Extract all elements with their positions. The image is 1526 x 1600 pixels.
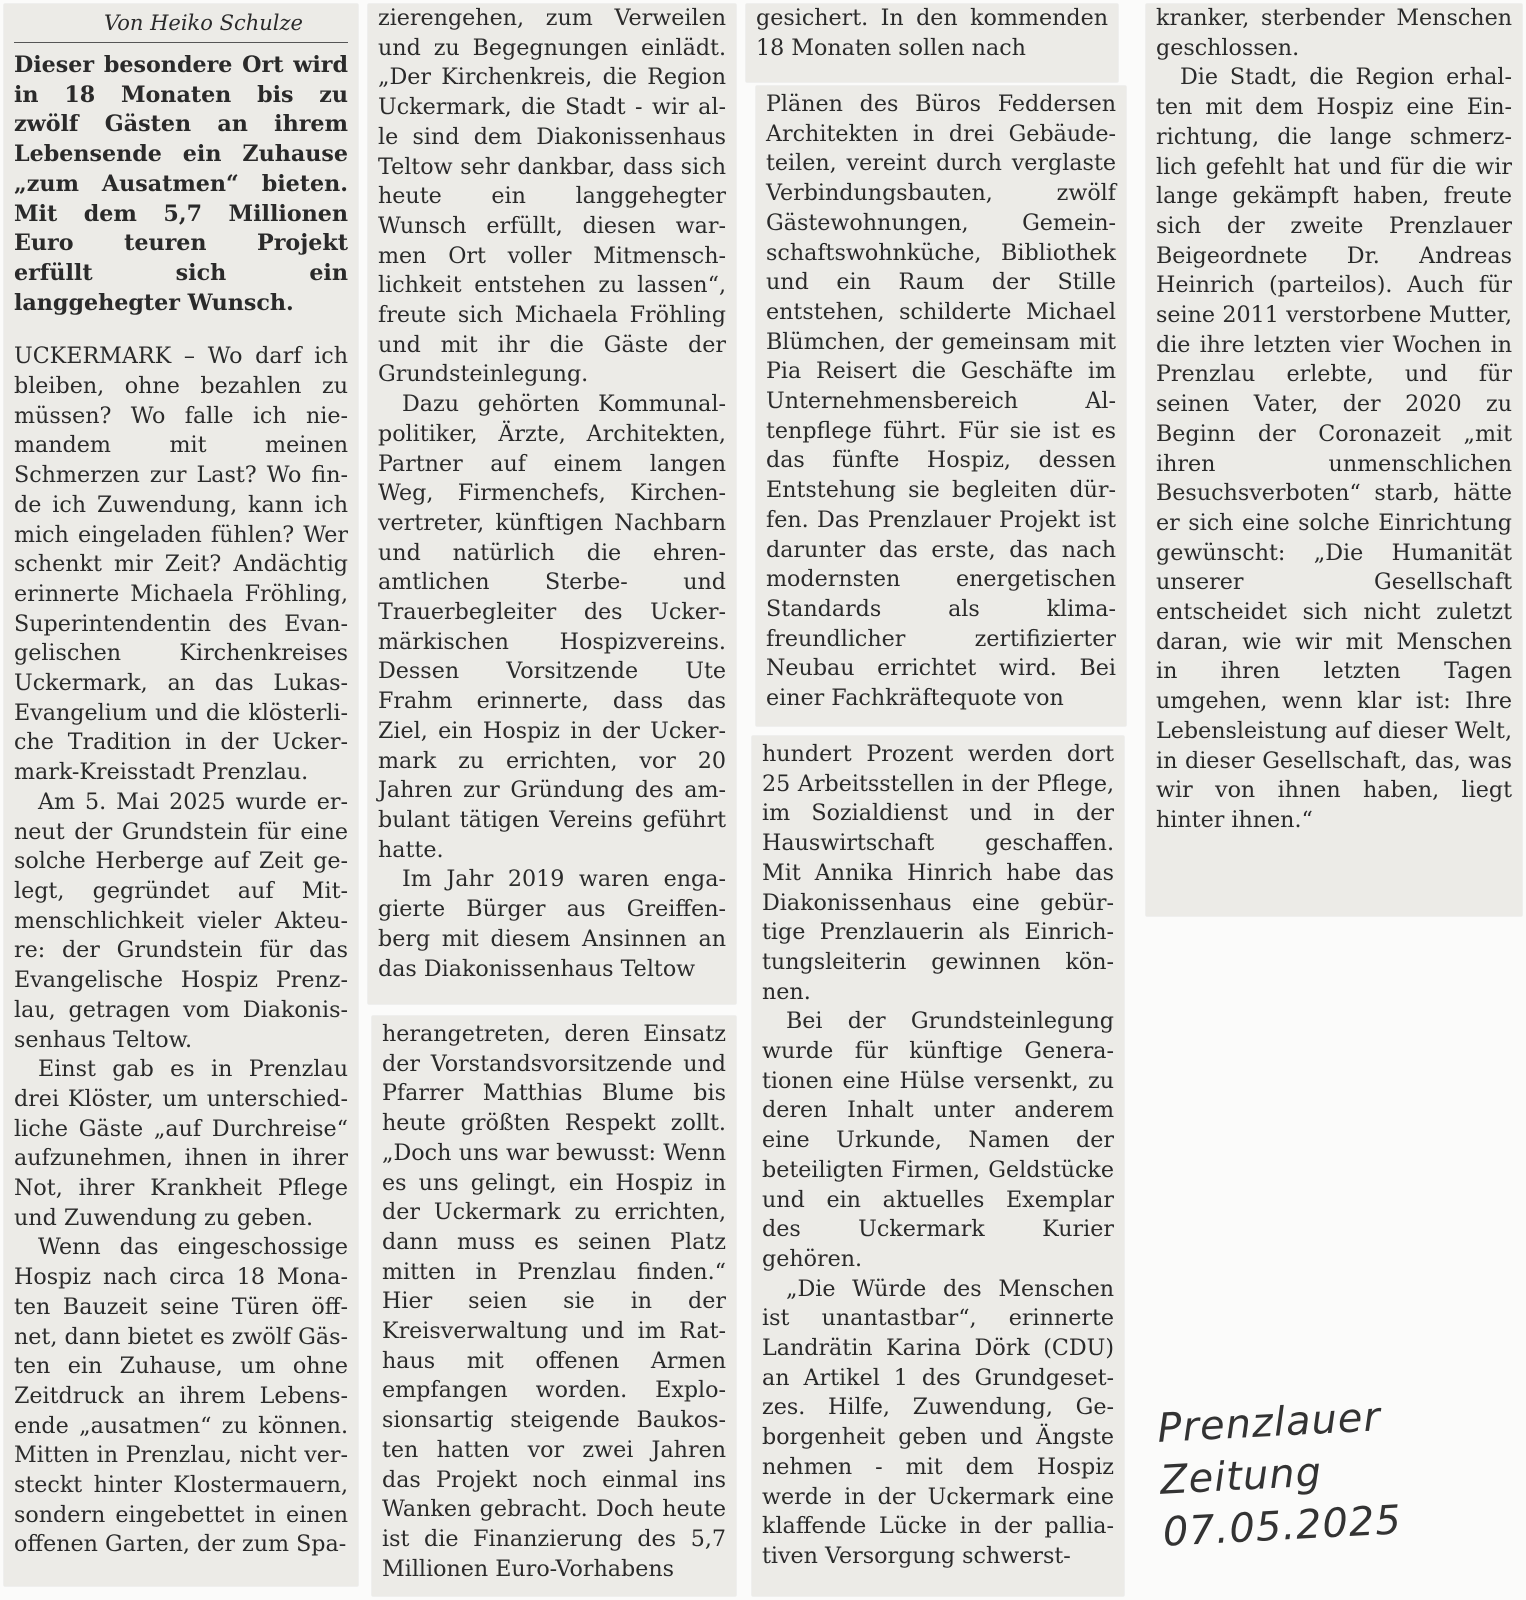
lead-paragraph: Dieser besondere Ort wird in 18 Monaten bis zu zwölf Gästen an ihrem Lebensende ein Zuhause „zum Ausatmen“ bieten. Mit dem 5,7 Millionen Euro teuren Projekt erfüllt sich ein langgehegter Wunsch. <box>14 52 348 316</box>
clipping-column-3-bottom <box>752 736 1124 1596</box>
byline: Von Heiko Schulze <box>14 4 348 43</box>
paragraph: „Die Würde des Menschen ist unantastbar“, erinnerte Landrätin Karina Dörk (CDU) an Artikel 1 des Grundgesetzes. Hilfe, Zuwendung, Geborgenheit geben und Ängste nehmen - mit dem Hospiz werde in der Uckermark eine klaffende Lücke in der palliativen Versorgung schwerst- <box>762 1275 1114 1569</box>
paragraph: herangetreten, deren Einsatz der Vorstandsvorsitzende und Pfarrer Matthias Blume bis heute größten Respekt zollt. „Doch uns war bewusst: Wenn es uns gelingt, ein Hospiz in der Uckermark zu errichten, dann muss es seinen Platz mitten in Prenzlau finden.“ Hier seien sie in der Kreisverwaltung und im Rathaus mit offenen Armen empfangen worden. Explosionsartig steigende Baukosten hatten vor zwei Jahren das Projekt noch einmal ins Wanken gebracht. Doch heute ist die Finanzierung des 5,7 Millionen Euro-Vorhabens <box>382 1021 726 1582</box>
paragraph: UCKERMARK – Wo darf ich bleiben, ohne bezahlen zu müssen? Wo falle ich niemandem mit meinen Schmerzen zur Last? Wo finde ich Zuwendung, kann ich mich eingeladen fühlen? Wer schenkt mir Zeit? Andächtig erinnerte Michaela Fröhling, Superintendentin des Evangelischen Kirchenkreises Uckermark, an das Lukas-Evangelium und die klösterliche Tradition in der Uckermark-Kreisstadt Prenzlau. <box>14 343 348 786</box>
paragraph: Wenn das eingeschossige Hospiz nach circa 18 Monaten Bauzeit seine Türen öffnet, dann bietet es zwölf Gästen ein Zuhause, um ohne Zeitdruck an ihrem Lebensende „ausatmen“ zu können. Mitten in Prenzlau, nicht versteckt hinter Klostermauern, sondern eingebettet in einen offenen Garten, der zum Spa- <box>14 1234 348 1558</box>
handnote-date: 07.05.2025 <box>1161 1497 1403 1556</box>
clipping-column-1 <box>4 4 358 1586</box>
paragraph: kranker, sterbender Menschen geschlossen. <box>1156 5 1512 61</box>
handwritten-source-note <box>1156 1387 1464 1558</box>
paragraph: Am 5. Mai 2025 wurde erneut der Grundstein für eine solche Herberge auf Zeit gelegt, gegründet auf Mitmenschlichkeit vieler Akteure: der Grundstein für das Evangelische Hospiz Prenzlau, getragen vom Diakonissenhaus Teltow. <box>14 788 348 1053</box>
clipping-column-4 <box>1146 4 1522 916</box>
paragraph: Dazu gehörten Kommunalpolitiker, Ärzte, Architekten, Partner auf einem langen Weg, Firmenchefs, Kirchenvertreter, künftigen Nachbarn und natürlich die ehrenamtlichen Sterbe- und Trauerbegleiter des Uckermärkischen Hospizvereins. Dessen Vorsitzende Ute Frahm erinnerte, dass das Ziel, ein Hospiz in der Uckermark zu errichten, vor 20 Jahren zur Gründung des ambulant tätigen Vereins geführt hatte. <box>378 391 726 863</box>
paragraph: hundert Prozent werden dort 25 Arbeitsstellen in der Pflege, im Sozialdienst und in der Hauswirtschaft geschaffen. Mit Annika Hinrich habe das Diakonissenhaus eine gebürtige Prenzlauerin als Einrichtungsleiterin gewinnen können. <box>762 741 1114 1005</box>
paragraph: Plänen des Büros Feddersen Architekten in drei Gebäudeteilen, vereint durch verglaste Verbindungsbauten, zwölf Gästewohnungen, Gemeinschaftswohnküche, Bibliothek und ein Raum der Stille entstehen, schilderte Michael Blümchen, der gemeinsam mit Pia Reisert die Geschäfte im Unternehmensbereich Altenpflege führt. Für sie ist es das fünfte Hospiz, dessen Entstehung sie begleiten dürfen. Das Prenzlauer Projekt ist darunter das erste, das nach modernsten energetischen Standards als klimafreundlicher zertifizierter Neubau errichtet wird. Bei einer Fachkräftequote von <box>766 91 1116 712</box>
paragraph: zierengehen, zum Verweilen und zu Begegnungen einlädt. „Der Kirchenkreis, die Region Uckermark, die Stadt - wir alle sind dem Diakonissenhaus Teltow sehr dankbar, dass sich heute ein langgehegter Wunsch erfüllt, diesen warmen Ort voller Mitmenschlichkeit entstehen zu lassen“, freute sich Michaela Fröhling und mit ihr die Gäste der Grundsteinlegung. <box>378 5 726 388</box>
paragraph: gesichert. In den kommenden 18 Monaten sollen nach <box>756 5 1108 61</box>
clipping-column-2-top <box>368 4 736 1004</box>
paragraph: Die Stadt, die Region erhalten mit dem Hospiz eine Einrichtung, die lange schmerzlich gefehlt hat und für die wir lange gekämpft haben, freute sich der zweite Prenzlauer Beigeordnete Dr. Andreas Heinrich (parteilos). Auch für seine 2011 verstorbene Mutter, die ihre letzten vier Wochen in Prenzlau erlebte, und für seinen Vater, der 2020 zu Beginn der Coronazeit „mit ihren unmenschlichen Besuchsverboten“ starb, hätte er sich eine solche Einrichtung gewünscht: „Die Humanität unserer Gesellschaft entscheidet sich nicht zuletzt daran, wie wir mit Menschen in ihren letzten Tagen umgehen, wenn klar ist: Ihre Lebensleistung auf dieser Welt, in dieser Gesellschaft, das, was wir von ihnen haben, liegt hinter ihnen.“ <box>1156 64 1512 833</box>
paragraph: Im Jahr 2019 waren engagierte Bürger aus Greiffenberg mit diesem Ansinnen an das Diakonissenhaus Teltow <box>378 866 726 982</box>
handnote-line: Zeitung <box>1159 1449 1324 1504</box>
clipping-column-3-top <box>746 4 1118 82</box>
paragraph: Bei der Grundsteinlegung wurde für künftige Generationen eine Hülse versenkt, zu deren Inhalt unter anderem eine Urkunde, Namen der beteiligten Firmen, Geldstücke und ein aktuelles Exemplar des Uckermark Kurier gehören. <box>762 1008 1114 1272</box>
clipping-column-3-middle <box>756 86 1126 726</box>
paragraph: Einst gab es in Prenzlau drei Klöster, um unterschiedliche Gäste „auf Durchreise“ aufzunehmen, ihnen in ihrer Not, ihrer Krankheit Pflege und Zuwendung zu geben. <box>14 1056 348 1231</box>
clipping-column-2-bottom <box>372 1016 736 1596</box>
handnote-line: Prenzlauer <box>1156 1394 1382 1452</box>
